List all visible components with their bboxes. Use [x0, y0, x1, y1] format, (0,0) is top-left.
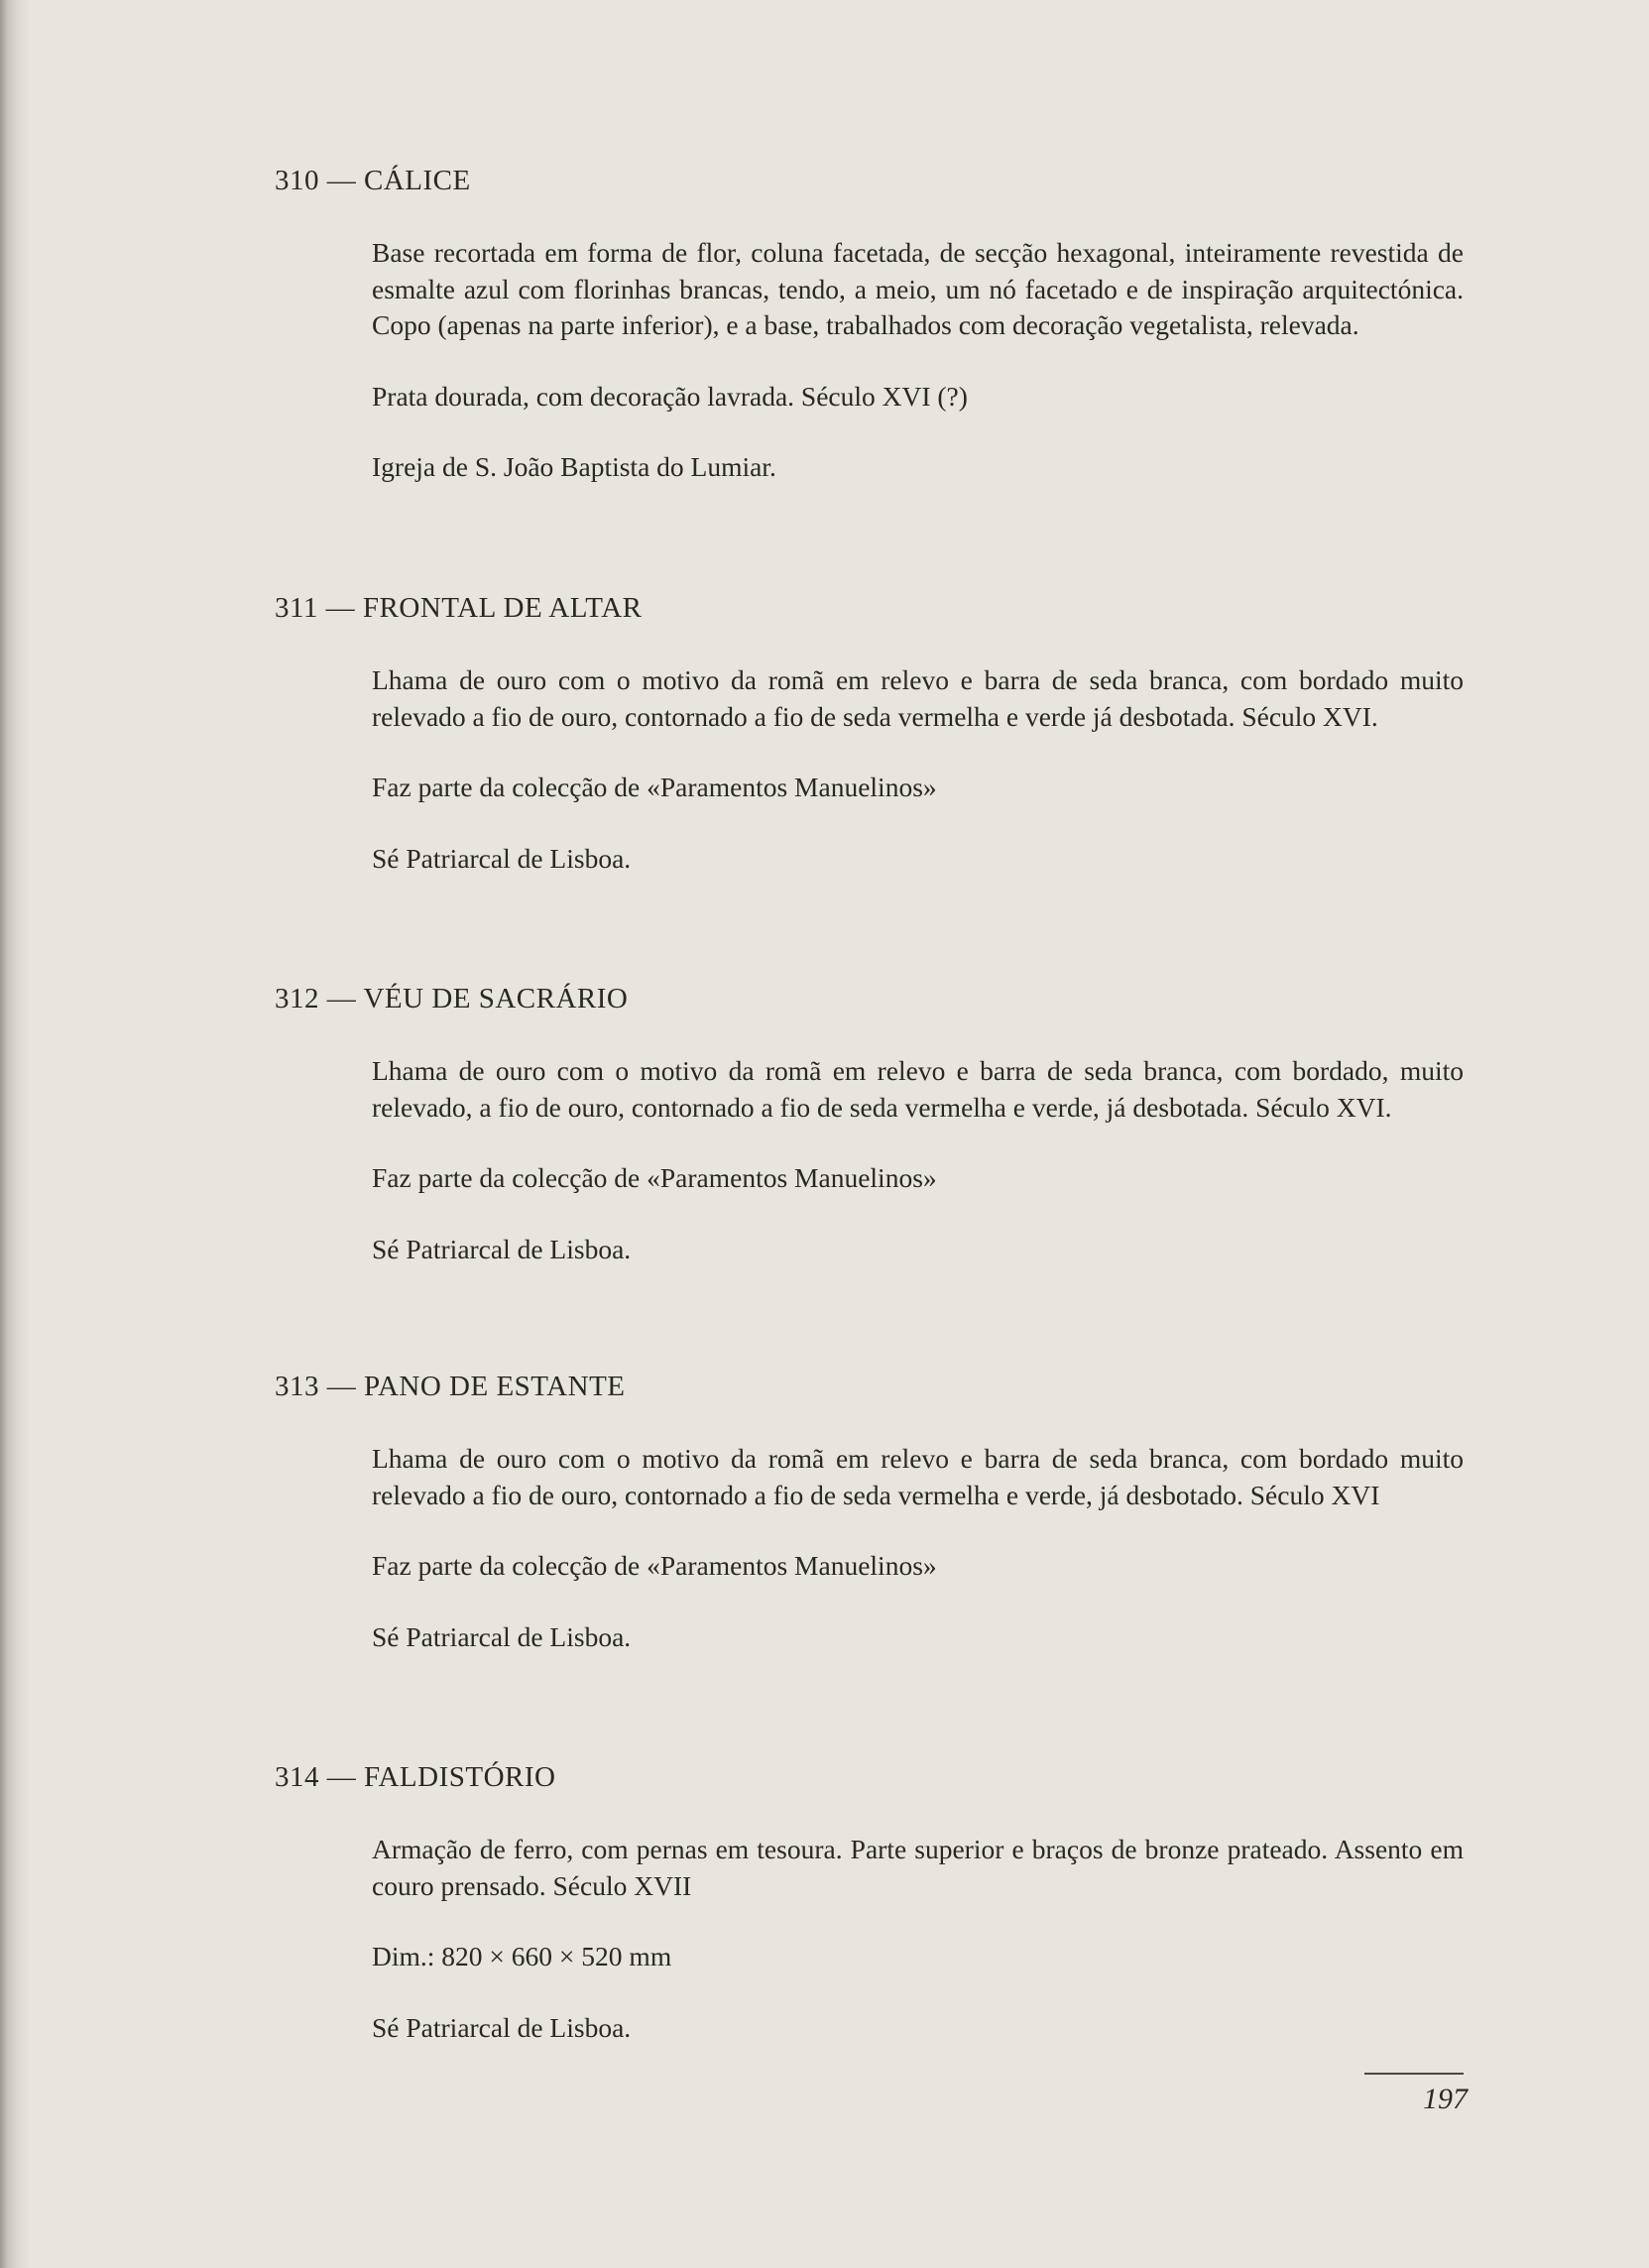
- entry-description: Base recortada em forma de flor, coluna facetada, de secção hexagonal, inteiramente revestida de esmalte azul com florinhas brancas, tendo, a meio, um nó facetado e de inspiração arquitectónica. Copo (apenas na parte inferior), e a base, trabalhados com decoração vegetalista, relevada.: [372, 237, 1464, 340]
- entry-311: [275, 590, 1465, 911]
- entry-314: [275, 1759, 1465, 2081]
- entry-heading: 310 — CÁLICE: [275, 165, 471, 196]
- entry-310: [275, 163, 1465, 521]
- entry-heading: 314 — FALDISTÓRIO: [275, 1761, 556, 1793]
- entry-collection: Faz parte da colecção de «Paramentos Manuelinos»: [372, 772, 937, 802]
- entry-heading: 311 — FRONTAL DE ALTAR: [275, 592, 643, 624]
- page-binding-edge: [0, 0, 30, 2268]
- entry-location: Sé Patriarcal de Lisboa.: [372, 2011, 632, 2043]
- entry-heading: 313 — PANO DE ESTANTE: [275, 1371, 626, 1402]
- entry-material: Prata dourada, com decoração lavrada. Século XVI (?): [372, 380, 968, 412]
- entry-collection: Faz parte da colecção de «Paramentos Manuelinos»: [372, 1162, 937, 1193]
- entry-description: Lhama de ouro com o motivo da romã em relevo e barra de seda branca, com bordado muito relevado a fio de ouro, contornado a fio de seda vermelha e verde já desbotada. Século XVI.: [372, 664, 1464, 732]
- footer-rule: [1364, 2073, 1464, 2075]
- entry-location: Sé Patriarcal de Lisboa.: [372, 1620, 632, 1652]
- entry-description: Lhama de ouro com o motivo da romã em relevo e barra de seda branca, com bordado muito relevado a fio de ouro, contornado a fio de seda vermelha e verde, já desbotado. Século XVI: [372, 1443, 1464, 1510]
- entry-description: Armação de ferro, com pernas em tesoura. Parte superior e braços de bronze prateado. Assento em couro prensado. Século XVII: [372, 1834, 1464, 1901]
- entry-dimensions: Dim.: 820 × 660 × 520 mm: [372, 1941, 672, 1971]
- entry-313: [275, 1369, 1465, 1690]
- entry-collection: Faz parte da colecção de «Paramentos Manuelinos»: [372, 1550, 937, 1581]
- entry-312: [275, 981, 1465, 1302]
- page-number: 197: [1423, 2083, 1468, 2115]
- entry-heading: 312 — VÉU DE SACRÁRIO: [275, 983, 629, 1015]
- entry-description: Lhama de ouro com o motivo da romã em relevo e barra de seda branca, com bordado, muito relevado, a fio de ouro, contornado a fio de seda vermelha e verde, já desbotada. Século XVI.: [372, 1055, 1464, 1123]
- entry-location: Igreja de S. João Baptista do Lumiar.: [372, 451, 776, 482]
- entry-location: Sé Patriarcal de Lisboa.: [372, 842, 632, 874]
- entry-location: Sé Patriarcal de Lisboa.: [372, 1233, 632, 1264]
